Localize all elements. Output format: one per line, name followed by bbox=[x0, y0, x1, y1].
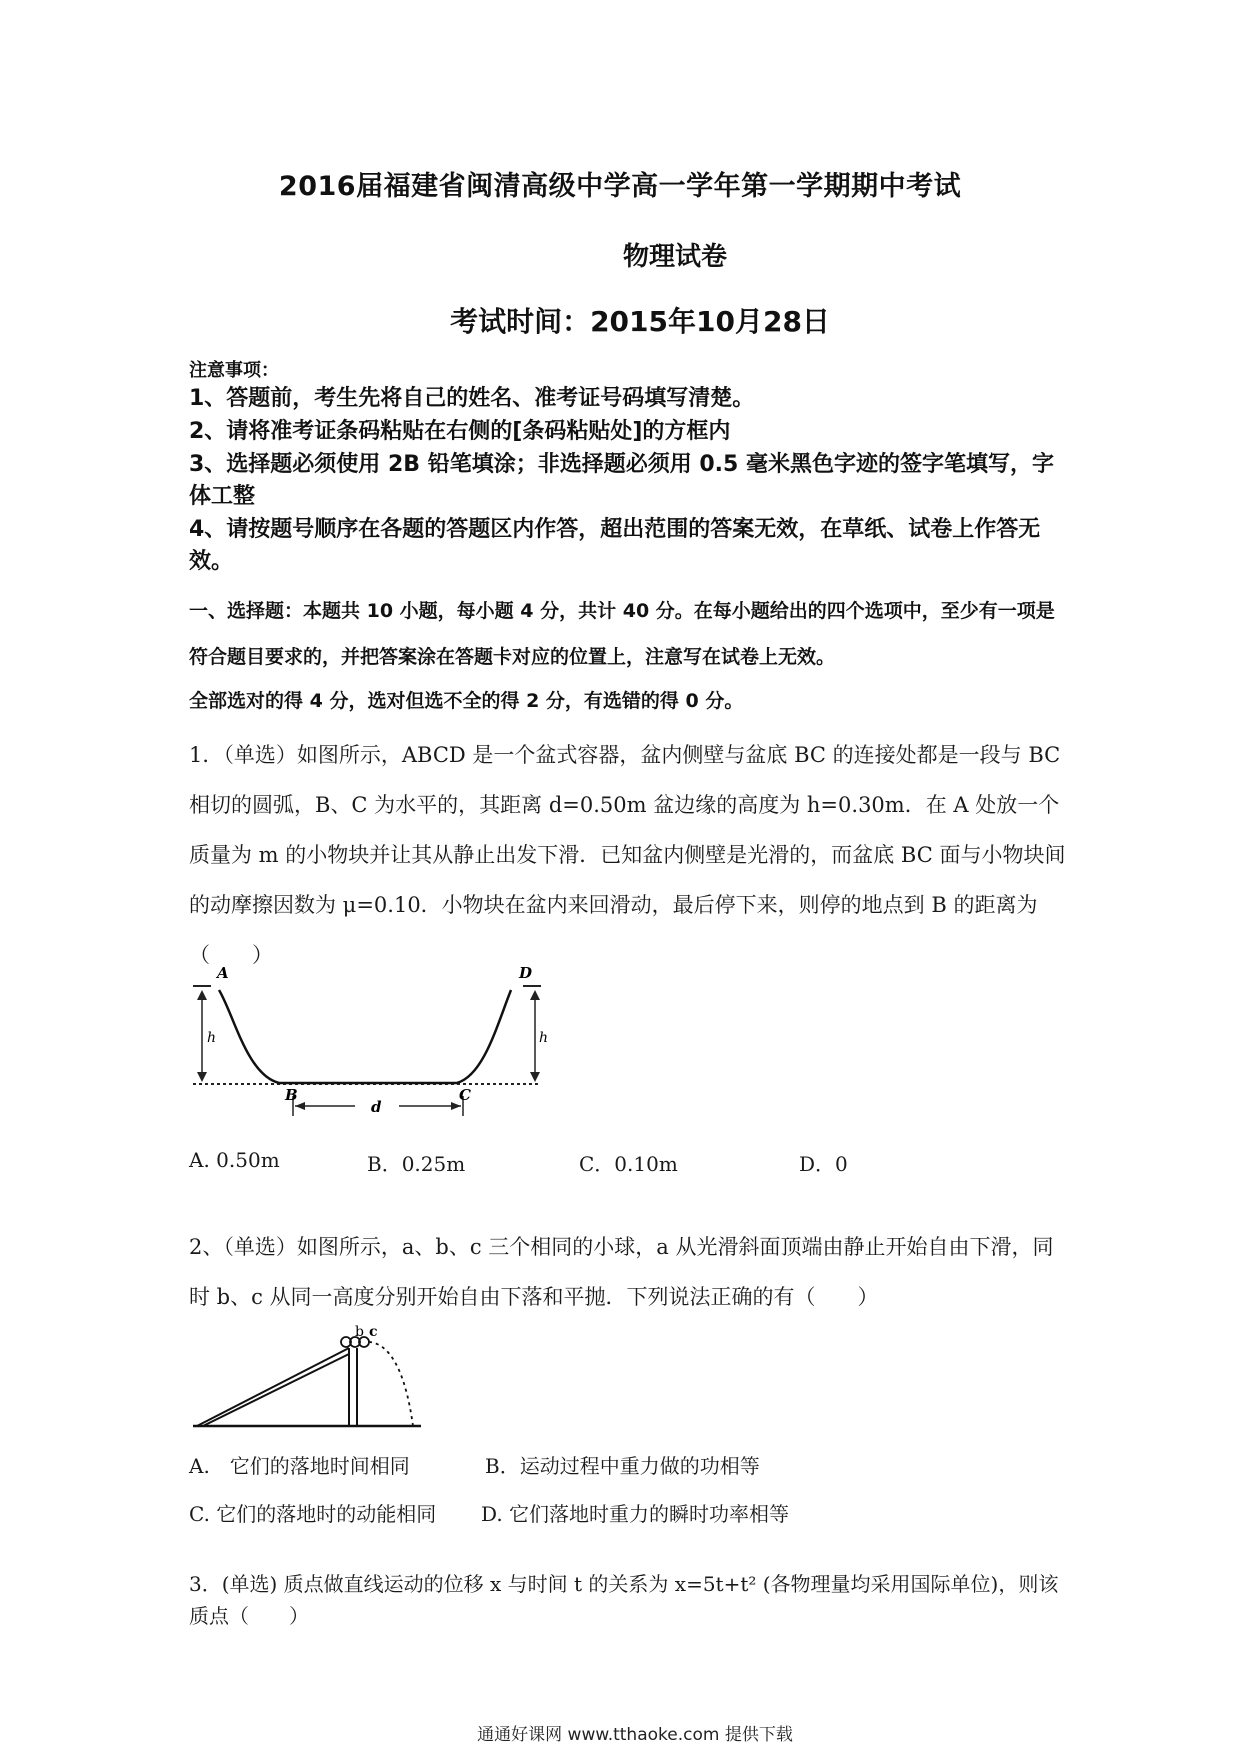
label-c: c bbox=[369, 1324, 378, 1340]
option-d[interactable]: D. 它们落地时重力的瞬时功率相等 bbox=[481, 1502, 790, 1526]
label-d: D bbox=[519, 964, 533, 982]
option-b[interactable]: B．0.25m bbox=[367, 1152, 466, 1176]
label-b: b bbox=[355, 1324, 364, 1340]
label-dist: d bbox=[371, 1098, 382, 1116]
option-c[interactable]: C. 它们的落地时的动能相同 bbox=[189, 1502, 437, 1526]
section-intro: 一、选择题：本题共 10 小题，每小题 4 分，共计 40 分。在每小题给出的四个选项中，至少有一项是符合题目要求的，并把答案涂在答题卡对应的位置上，注意写在试卷上无效。 bbox=[189, 600, 1055, 668]
label-a: A bbox=[217, 964, 229, 982]
incline-figure bbox=[189, 1322, 439, 1432]
label-c: C bbox=[459, 1086, 471, 1104]
option-a[interactable]: A. 0.50m bbox=[189, 1148, 280, 1172]
section-scoring: 全部选对的得 4 分，选对但选不全的得 2 分，有选错的得 0 分。 bbox=[189, 690, 744, 712]
notice-item: 4、请按题号顺序在各题的答题区内作答，超出范围的答案无效，在草纸、试卷上作答无效。 bbox=[189, 517, 1041, 574]
option-c[interactable]: C．0.10m bbox=[579, 1152, 678, 1176]
notice-item: 2、请将准考证条码粘贴在右侧的[条码粘贴处]的方框内 bbox=[189, 419, 731, 444]
option-a[interactable]: A. 它们的落地时间相同 bbox=[189, 1454, 410, 1478]
exam-title: 2016届福建省闽清高级中学高一学年第一学期期中考试 bbox=[278, 171, 962, 202]
question-2-stem: 2、（单选）如图所示，a、b、c 三个相同的小球，a 从光滑斜面顶端由静止开始自由下滑，同时 b、c 从同一高度分别开始自由下落和平抛．下列说法正确的有（ ） bbox=[189, 1235, 1054, 1309]
notice-item: 1、答题前，考生先将自己的姓名、准考证号码填写清楚。 bbox=[189, 386, 755, 411]
label-h-left: h bbox=[207, 1030, 217, 1046]
page-footer: 通通好课网 www.tthaoke.com 提供下载 bbox=[477, 1725, 793, 1745]
notice-heading: 注意事项： bbox=[189, 360, 279, 381]
exam-subtitle: 物理试卷 bbox=[622, 242, 727, 272]
question-2-options bbox=[189, 1450, 1069, 1540]
question-3-stem: 3．(单选) 质点做直线运动的位移 x 与时间 t 的关系为 x=5t+t² (各物理量均采用国际单位)，则该质点（ ） bbox=[189, 1572, 1059, 1628]
arrowhead bbox=[530, 990, 540, 1000]
incline-inner-edge bbox=[203, 1354, 349, 1426]
arrowhead bbox=[530, 1072, 540, 1082]
option-b[interactable]: B．运动过程中重力做的功相等 bbox=[485, 1454, 760, 1478]
notice-item: 3、选择题必须使用 2B 铅笔填涂；非选择题必须用 0.5 毫米黑色字迹的签字笔填写，字体工整 bbox=[189, 452, 1054, 509]
arrowhead bbox=[197, 990, 207, 1000]
label-b: B bbox=[285, 1086, 298, 1104]
container-outline bbox=[219, 990, 511, 1083]
arrowhead bbox=[197, 1072, 207, 1082]
notice-list bbox=[189, 383, 1069, 579]
container-figure bbox=[189, 960, 549, 1120]
question-1-stem: 1．（单选）如图所示，ABCD 是一个盆式容器，盆内侧壁与盆底 BC 的连接处都是一段与 BC 相切的圆弧，B、C 为水平的，其距离 d=0.50m 盆边缘的高度为 h=0.30m．在 A 处放一个质量为 m 的小物块并让其从静止出发下滑．已知盆内侧壁是光滑的，而盆底 BC 面与小物块间的动摩擦因数为 μ=0.10．小物块在盆内来回滑动，最后停下来，则停的地点到 B 的距离为（ ） bbox=[189, 743, 1066, 967]
option-d[interactable]: D．0 bbox=[799, 1152, 848, 1176]
exam-time: 考试时间：2015年10月28日 bbox=[450, 305, 830, 338]
projectile-path bbox=[369, 1342, 413, 1426]
label-h-right: h bbox=[539, 1030, 549, 1046]
incline-top-edge bbox=[197, 1348, 349, 1426]
question-1-options bbox=[189, 1148, 1069, 1178]
